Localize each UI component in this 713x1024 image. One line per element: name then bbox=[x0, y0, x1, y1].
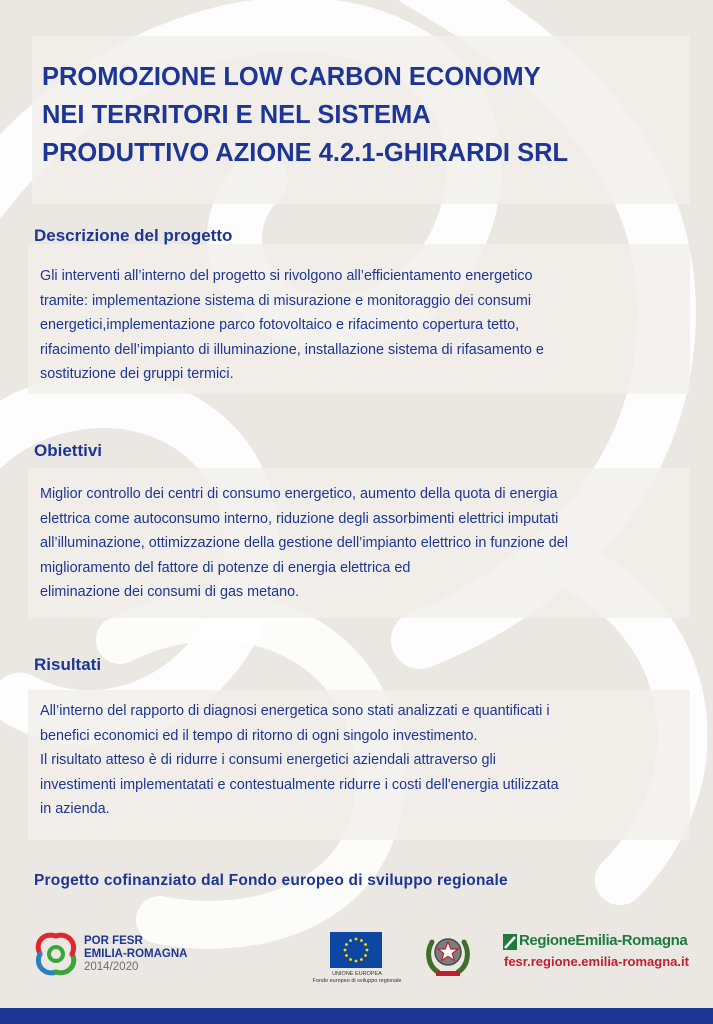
eu-star bbox=[364, 954, 367, 957]
eu-star bbox=[360, 958, 363, 961]
por-fesr-logo-text bbox=[84, 935, 188, 974]
eu-star bbox=[349, 958, 352, 961]
text-line: Il risultato atteso è di ridurre i consumi energetici aziendali attraverso gli bbox=[40, 752, 496, 769]
por-fesr-logo-icon bbox=[30, 928, 82, 980]
text-line: miglioramento del fattore di potenze di energia elettrica ed bbox=[40, 559, 411, 576]
title-line: PROMOZIONE LOW CARBON ECONOMY bbox=[42, 63, 541, 91]
eu-caption-line: Fondo europeo di sviluppo regionale bbox=[312, 978, 402, 984]
eu-star bbox=[355, 938, 358, 941]
title-line: NEI TERRITORI E NEL SISTEMA bbox=[42, 101, 431, 129]
text-line: benefici economici ed il tempo di ritorno di ogni singolo investimento. bbox=[40, 727, 478, 744]
cofinancing-statement: Progetto cofinanziato dal Fondo europeo di sviluppo regionale bbox=[34, 872, 508, 889]
eu-flag-icon bbox=[330, 932, 382, 968]
eu-star bbox=[344, 949, 347, 952]
eu-star bbox=[349, 939, 352, 942]
por-fesr-line: POR FESR bbox=[84, 935, 143, 947]
eu-caption-line: UNIONE EUROPEA bbox=[332, 971, 382, 977]
regione-website-link[interactable]: fesr.regione.emilia-romagna.it bbox=[504, 954, 689, 969]
eu-star bbox=[345, 954, 348, 957]
eu-star bbox=[364, 943, 367, 946]
eu-star bbox=[345, 943, 348, 946]
section-text-descrizione bbox=[40, 264, 690, 387]
text-line: eliminazione dei consumi di gas metano. bbox=[40, 584, 300, 601]
section-text-risultati bbox=[40, 699, 690, 822]
text-line: in azienda. bbox=[40, 801, 110, 818]
section-heading-obiettivi: Obiettivi bbox=[34, 441, 103, 460]
text-line: Gli interventi all’interno del progetto si rivolgono all’efficientamento energetico bbox=[40, 268, 533, 284]
por-fesr-region: EMILIA-ROMAGNA bbox=[84, 948, 188, 960]
regione-flag-icon bbox=[503, 934, 517, 950]
section-heading-descrizione: Descrizione del progetto bbox=[34, 226, 233, 245]
eu-logo-caption bbox=[300, 971, 414, 985]
text-line: energetici,implementazione parco fotovoltaico e rifacimento copertura tetto, bbox=[40, 317, 520, 334]
eu-star bbox=[360, 939, 363, 942]
text-line: investimenti implementatati e contestualmente ridurre i costi dell'energia utilizzata bbox=[40, 776, 559, 793]
text-line: All’interno del rapporto di diagnosi energetica sono stati analizzati e quantificati i bbox=[40, 703, 550, 719]
eu-star bbox=[355, 960, 358, 963]
italian-republic-emblem-icon bbox=[424, 928, 472, 978]
text-line: rifacimento dell’impianto di illuminazione, installazione sistema di rifasamento e bbox=[40, 341, 544, 358]
eu-star bbox=[366, 949, 369, 952]
por-fesr-years: 2014/2020 bbox=[84, 961, 139, 973]
bottom-bar bbox=[0, 1008, 713, 1024]
regione-logo-text: RegioneEmilia-Romagna bbox=[519, 932, 688, 949]
text-line: Miglior controllo dei centri di consumo energetico, aumento della quota di energia bbox=[40, 486, 558, 502]
text-line: all’illuminazione, ottimizzazione della gestione dell’impianto elettrico in funzione del bbox=[40, 535, 568, 552]
text-line: tramite: implementazione sistema di misurazione e monitoraggio dei consumi bbox=[40, 292, 532, 309]
title-line: PRODUTTIVO AZIONE 4.2.1-GHIRARDI SRL bbox=[42, 139, 569, 167]
section-text-obiettivi bbox=[40, 482, 690, 605]
page-title bbox=[42, 58, 692, 172]
section-heading-risultati: Risultati bbox=[34, 655, 102, 674]
text-line: elettrica come autoconsumo interno, riduzione degli assorbimenti elettrici imputati bbox=[40, 510, 559, 527]
text-line: sostituzione dei gruppi termici. bbox=[40, 366, 234, 383]
